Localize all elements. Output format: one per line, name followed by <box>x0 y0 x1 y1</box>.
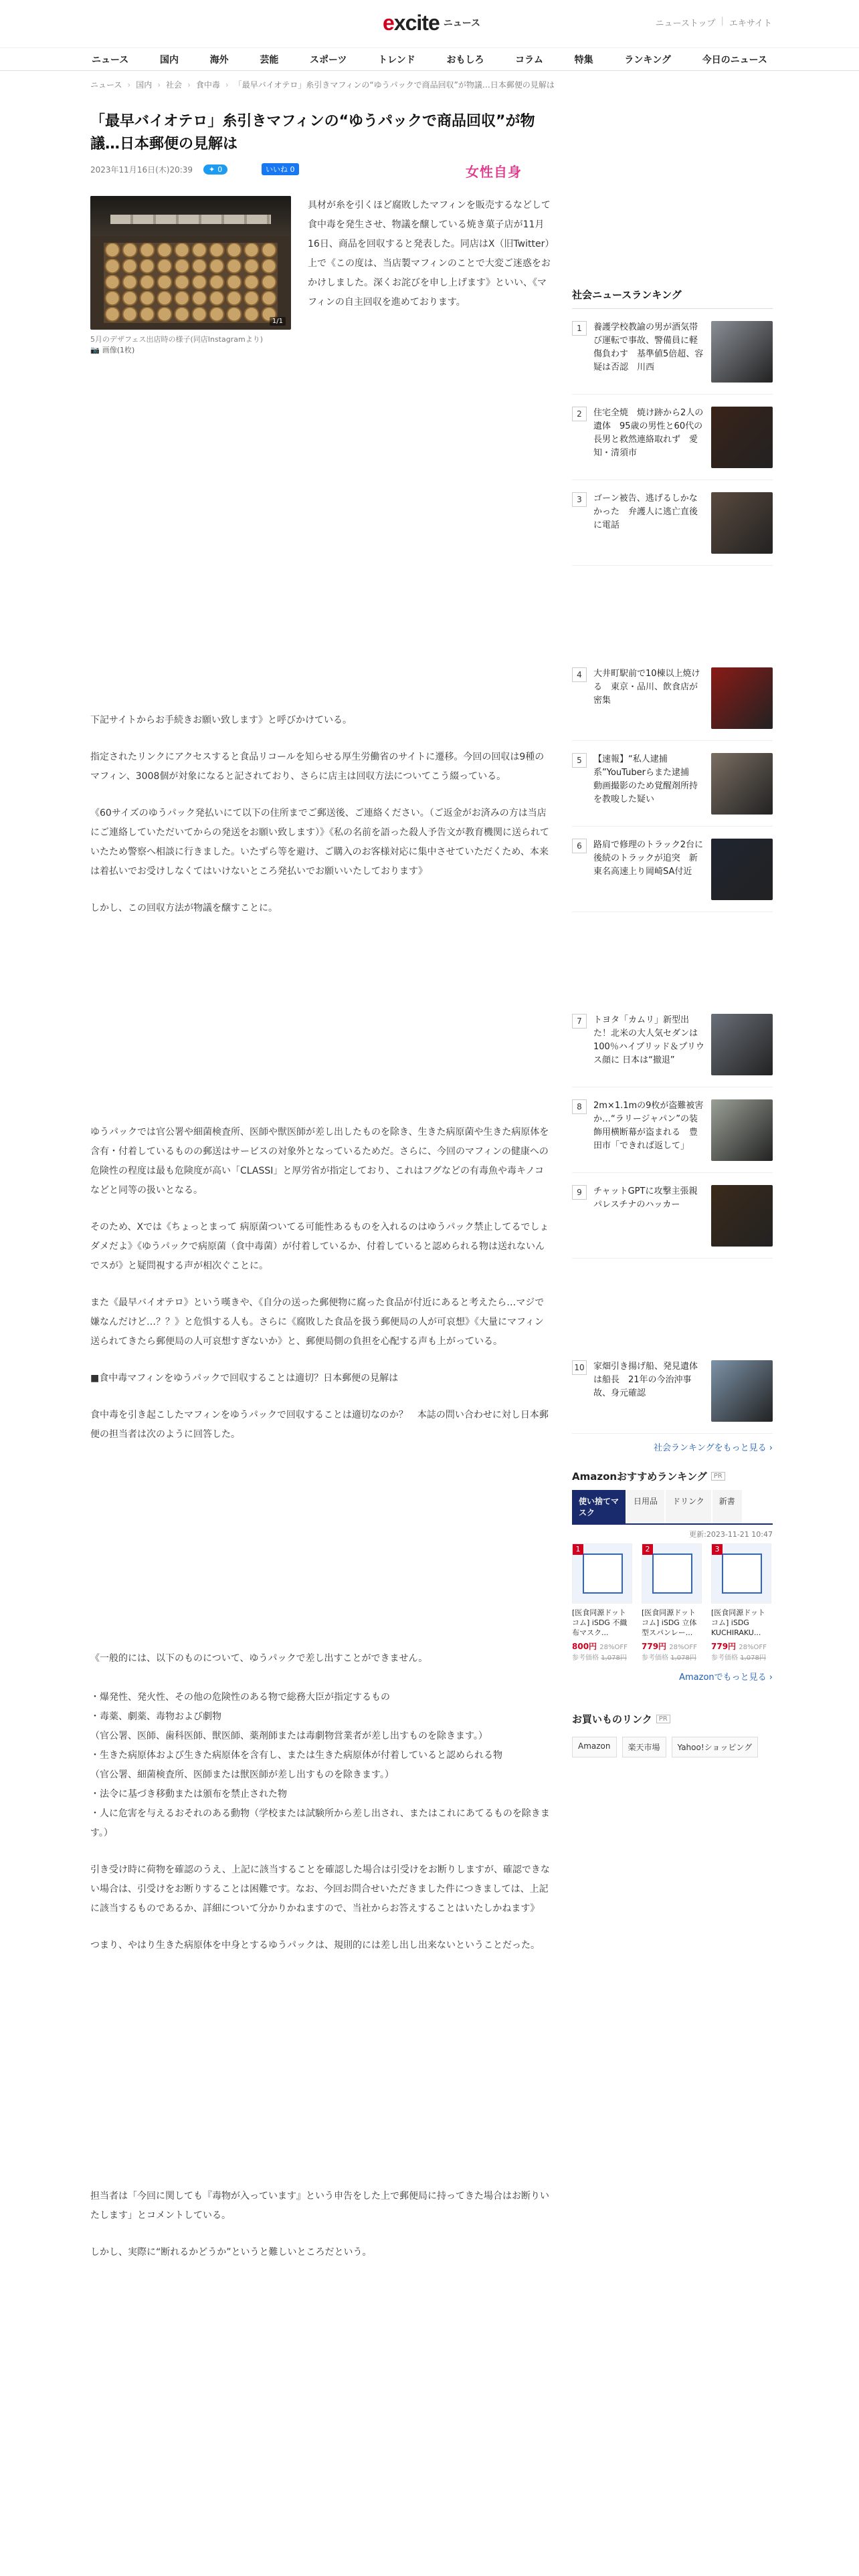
chevron-right-icon: › <box>225 80 229 90</box>
rank-title: 2m×1.1mの9枚が盗難被害か…“ラリージャパン”の装飾用横断幕が盗まれる 豊田市「できれば返して」 <box>593 1101 704 1151</box>
product-price: 800円 <box>572 1642 597 1651</box>
global-nav <box>0 48 859 71</box>
article-paragraph: 担当者は「今回に関しても『毒物が入っています』という申告をした上で郵便局に持ってきた場合はお断りいたします」とコメントしている。 <box>90 2191 549 2221</box>
rank-thumbnail <box>711 492 773 554</box>
ranking-item[interactable] <box>572 655 773 741</box>
product-ref-price: 1,078円 <box>670 1654 696 1662</box>
amazon-products <box>572 1543 773 1662</box>
nav-item-today[interactable]: 今日のニュース <box>702 54 767 66</box>
article-photo[interactable] <box>90 196 291 330</box>
lead-paragraph: 具材が糸を引くほど腐敗したマフィンを販売するなどして食中毒を発生させ、物議を醸している焼き菓子店が11月16日、商品を回収すると発表した。同店はX（旧Twitter）上で《この度は、当店製マフィンのことで大変ご迷惑をおかけしました。深くお詫びを申し上げます》といい、《マフィンの自主回収を進めております。 <box>308 200 551 308</box>
product-price-row <box>711 1640 771 1652</box>
article-paragraph: しかし、この回収方法が物議を醸すことに。 <box>90 903 278 914</box>
ranking-item[interactable] <box>572 480 773 566</box>
product-ref-label: 参考価格 <box>642 1654 668 1662</box>
sidebar <box>572 288 773 1757</box>
article-meta <box>90 163 552 180</box>
ranking-more-link[interactable] <box>572 1434 773 1465</box>
pr-badge: PR <box>711 1472 725 1481</box>
ranking-item[interactable] <box>572 1002 773 1087</box>
product-rank: 3 <box>712 1544 723 1555</box>
nav-item-world[interactable]: 海外 <box>209 54 229 66</box>
article-paragraph: 《60サイズのゆうパック発払いにて以下の住所までご郵送後、ご連絡ください。（ご返金がお済みの方は当店にご連絡していただいてからの発送をお願い致します）》《私の名前を語った殺人予告文が教育機関に送られていたため警察へ相談に行きました。いたずら等を避け、ご購入のお客様対応に集中させていただくため、本来は着払いでお受けしなくてはいけないところ発払いでお願いいたしております》 <box>90 808 549 877</box>
rank-title: ゴーン被告、逃げるしかなかった 弁護人に逃亡直後に電話 <box>593 494 698 530</box>
breadcrumb-item[interactable]: ニュース <box>90 80 122 90</box>
ad-space <box>572 912 773 1002</box>
amazon-product[interactable] <box>711 1543 771 1662</box>
product-ref-row <box>711 1652 771 1662</box>
ranking-list <box>572 309 773 1434</box>
mask-box-icon <box>722 1553 762 1594</box>
ranking-more-label: 社会ランキングをもっと見る <box>654 1443 767 1453</box>
rank-number: 7 <box>572 1014 587 1029</box>
camera-icon: 📷 <box>90 345 100 354</box>
article-paragraph: つまり、やはり生きた病原体を中身とするゆうパックは、規則的には差し出し出来ないということだった。 <box>90 1940 540 1951</box>
rank-thumbnail <box>711 321 773 383</box>
rank-thumbnail <box>711 407 773 468</box>
mask-box-icon <box>583 1553 623 1594</box>
product-ref-price: 1,078円 <box>601 1654 627 1662</box>
product-rank: 2 <box>642 1544 653 1555</box>
product-image <box>572 1543 632 1604</box>
bird-icon: ✦ <box>209 165 215 174</box>
product-ref-price: 1,078円 <box>740 1654 766 1662</box>
article-subheading: ■食中毒マフィンをゆうパックで回収することは適切？日本郵便の見解は <box>90 1373 399 1384</box>
rank-thumbnail <box>711 1099 773 1161</box>
shop-link-amazon[interactable]: Amazon <box>572 1737 617 1757</box>
rank-thumbnail <box>711 1360 773 1422</box>
product-discount: 28%OFF <box>599 1644 628 1651</box>
breadcrumb <box>90 79 559 90</box>
rank-thumbnail <box>711 1185 773 1247</box>
ranking-item[interactable] <box>572 741 773 827</box>
product-price-row <box>572 1640 632 1652</box>
article-paragraph: しかし、実際に“断れるかどうか”というと難しいところだという。 <box>90 2247 372 2258</box>
breadcrumb-current: 「最早バイオテロ」糸引きマフィンの“ゆうパックで商品回収”が物議…日本郵便の見解は <box>233 80 555 90</box>
pr-badge: PR <box>656 1715 670 1723</box>
amazon-updated: 更新:2023-11-21 10:47 <box>689 1530 773 1539</box>
rank-title: 家畑引き揚げ船、発見遺体は船長 21年の今治沖事故、身元確認 <box>593 1362 698 1398</box>
logo-sub: ニュース <box>443 18 481 29</box>
ranking-item[interactable] <box>572 1087 773 1173</box>
rank-title: 養護学校教諭の男が酒気帯び運転で事故、警備員に軽傷負わす 基準値5倍超、容疑は否認 川西 <box>593 322 704 372</box>
nav-item-funny[interactable]: おもしろ <box>446 54 484 66</box>
site-header <box>0 0 859 48</box>
product-ref-label: 参考価格 <box>572 1654 599 1662</box>
twitter-share-button[interactable] <box>203 165 227 175</box>
rank-number: 3 <box>572 492 587 507</box>
product-discount: 28%OFF <box>669 1644 697 1651</box>
shop-heading <box>572 1712 773 1726</box>
mask-box-icon <box>652 1553 692 1594</box>
rank-title: 【速報】“私人逮捕系”YouTuberらまた逮捕 動画撮影のため覚醒剤所持を教唆した疑い <box>593 754 698 804</box>
amazon-tabs <box>572 1490 773 1525</box>
nav-item-entertainment[interactable]: 芸能 <box>260 54 279 66</box>
rank-title: 住宅全焼 焼け跡から2人の遺体 95歳の男性と60代の長男と救然連絡取れず 愛知・清須市 <box>593 408 704 458</box>
product-price-row <box>642 1640 702 1652</box>
ad-space <box>572 1259 773 1348</box>
nav-item-feature[interactable]: 特集 <box>574 54 593 66</box>
rank-title: チャットGPTに攻撃主張親パレスチナのハッカー <box>593 1186 698 1210</box>
nav-item-ranking[interactable]: ランキング <box>624 54 671 66</box>
amazon-more-label: Amazonでもっと見る <box>679 1673 767 1683</box>
article-paragraph: 引き受け時に荷物を確認のうえ、上記に該当することを確認した場合は引受けをお断りしますが、確認できない場合は、引受けをお断りすることは困難です。なお、今回お問合せいただきました件につきましては、上記に該当するものであるか、詳細について分かりかねますので、当社からお答えすることはいたしかねます》 <box>90 1864 550 1914</box>
rank-thumbnail <box>711 667 773 729</box>
amazon-tab-books[interactable]: 新書 <box>712 1490 742 1523</box>
ad-space <box>90 1462 552 1649</box>
article-paragraph: また《最早バイオテロ》という嘆きや、《自分の送った郵便物に腐った食品が付近にあると考えたら…マジで嫌なんだけど…？？》と危惧する人も。さらに《腐敗した食品を扱う郵便局の人が可哀想》《大量にマフィン送られてきたら郵便局の人可哀想すぎないか》と、郵便局側の負担を心配する声も上がっている。 <box>90 1297 545 1347</box>
amazon-product[interactable] <box>572 1543 632 1662</box>
product-price: 779円 <box>711 1642 737 1651</box>
ad-space <box>90 936 552 1123</box>
top-link-excite[interactable]: エキサイト <box>729 19 772 29</box>
rank-number: 2 <box>572 407 587 421</box>
article-paragraph: ゆうパックでは官公署や細菌検査所、医師や獣医師が差し出したものを除き、生きた病原菌や生きた病原体を含有・付着しているものの郵送はサービスの対象外となっているためだ。さらに、今回のマフィンの健康への危険性の程度は最も危険度が高い「CLASSⅠ」と厚労省が指定しており、これはフグなどの有毒魚や毒キノコなどと同等の扱いとなる。 <box>90 1127 549 1196</box>
product-rank: 1 <box>573 1544 583 1555</box>
product-name: [医食同源ドットコム] iSDG 不織布マスク... <box>572 1608 628 1637</box>
ad-space <box>572 566 773 655</box>
nav-item-trend[interactable]: トレンド <box>378 54 415 66</box>
shop-link-yahoo[interactable]: Yahoo!ショッピング <box>672 1737 759 1757</box>
photo-count-label: 画像(1枚) <box>102 346 135 354</box>
nav-item-domestic[interactable]: 国内 <box>159 54 179 66</box>
product-name: [医食同源ドットコム] iSDG KUCHIRAKU... <box>711 1608 765 1637</box>
source-logo[interactable]: 女性自身 <box>466 164 522 180</box>
product-name: [医食同源ドットコム] iSDG 立体型スパンレー... <box>642 1608 697 1637</box>
chevron-right-icon: › <box>187 80 191 90</box>
amazon-tab-drink[interactable]: ドリンク <box>666 1490 711 1523</box>
site-logo[interactable] <box>383 9 480 36</box>
shop-link-rakuten[interactable]: 楽天市場 <box>622 1737 666 1757</box>
rank-number: 9 <box>572 1185 587 1200</box>
rank-number: 6 <box>572 839 587 853</box>
facebook-like-button[interactable]: いいね 0 <box>262 163 299 175</box>
article-lead <box>90 196 552 390</box>
rank-thumbnail <box>711 839 773 900</box>
rank-thumbnail <box>711 753 773 815</box>
amazon-more-link[interactable] <box>572 1670 773 1683</box>
amazon-heading-label: Amazonおすすめランキング <box>572 1471 707 1483</box>
article-paragraph: そのため、Xでは《ちょっとまって 病原菌ついてる可能性あるものを入れるのはゆうパック禁止してるでしょダメだよ》《ゆうパックで病原菌（食中毒菌）が付着しているか、付着していると認められる物は送れないんでスが》と疑問視する声が相次ぐことに。 <box>90 1222 549 1271</box>
shop-heading-label: お買いものリンク <box>572 1713 652 1725</box>
ranking-item[interactable] <box>572 1348 773 1434</box>
product-ref-row <box>642 1652 702 1662</box>
amazon-product[interactable] <box>642 1543 702 1662</box>
breadcrumb-item[interactable]: 社会 <box>166 80 183 90</box>
article-quote: 《一般的には、以下のものについて、ゆうパックで差し出すことができません。 ・爆発性、発火性、その他の危険性のある物で総務大臣が指定するもの ・毒薬、劇薬、毒物および劇物 （官公署、医師、歯科医師、獣医師、薬剤師または毒劇物営業者が差し出すものを除きます。） ・生きた病原体および生きた病原体を含有し、または生きた病原体が付着していると認められる物 （官公署、細菌検査所、医師または獣医師が差し出すものを除きます。） ・法令に基づき移動または頒布を禁止された物 ・人に危害を与えるおそれのある動物（学校または試験所から差し出され、またはこれにあてるものを除きます。） <box>90 1653 550 1838</box>
top-links <box>656 16 772 29</box>
photo-counter: 1/1 <box>270 317 286 326</box>
top-link-separator: | <box>721 16 724 26</box>
breadcrumb-item[interactable]: 食中毒 <box>195 80 220 90</box>
amazon-heading <box>572 1469 773 1483</box>
article-paragraph: 下記サイトからお手続きお願い致します》と呼びかけている。 <box>90 715 353 726</box>
photo-count-link[interactable] <box>90 344 134 355</box>
top-link-news-top[interactable]: ニューストップ <box>655 19 716 29</box>
rank-title: 路肩で修理のトラック2台に後続のトラックが追突 新東名高速上り岡崎SA付近 <box>593 840 704 877</box>
nav-item-news[interactable]: ニュース <box>92 54 129 66</box>
breadcrumb-item[interactable]: 国内 <box>136 80 153 90</box>
rank-thumbnail <box>711 1014 773 1075</box>
article <box>90 110 552 2280</box>
rank-number: 8 <box>572 1099 587 1114</box>
chevron-right-icon: › <box>769 1443 773 1453</box>
product-discount: 28%OFF <box>739 1644 767 1651</box>
logo-text: excite <box>383 10 440 35</box>
article-date: 2023年11月16日(木)20:39 <box>90 165 193 175</box>
chevron-right-icon: › <box>769 1673 773 1683</box>
ranking-heading: 社会ニュースランキング <box>572 288 773 309</box>
rank-number: 4 <box>572 667 587 682</box>
ranking-item[interactable] <box>572 827 773 912</box>
shop-links <box>572 1737 773 1757</box>
nav-item-column[interactable]: コラム <box>515 54 543 66</box>
article-paragraph: 食中毒を引き起こしたマフィンをゆうパックで回収することは適切なのか？ 本誌の問い合わせに対し日本郵便の担当者は次のように回答した。 <box>90 1410 549 1440</box>
rank-title: トヨタ「カムリ」新型出た！北米の大人気セダンは100％ハイブリッド＆プリウス顔に 日本は“撤退” <box>593 1015 704 1065</box>
ranking-item[interactable] <box>572 395 773 480</box>
twitter-share-count: 0 <box>217 165 223 174</box>
ranking-item[interactable] <box>572 309 773 395</box>
product-ref-label: 参考価格 <box>711 1654 738 1662</box>
nav-item-sports[interactable]: スポーツ <box>310 54 347 66</box>
ad-space <box>90 1973 552 2187</box>
product-image <box>711 1543 771 1604</box>
product-price: 779円 <box>642 1642 667 1651</box>
ranking-item[interactable] <box>572 1173 773 1259</box>
photo-muffins <box>104 243 278 323</box>
photo-caption: 5月のデザフェス出店時の様子(同店Instagramより) <box>90 335 263 344</box>
rank-number: 1 <box>572 321 587 336</box>
rank-number: 5 <box>572 753 587 768</box>
rank-title: 大井町駅前で10棟以上焼ける 東京・品川、飲食店が密集 <box>593 669 700 706</box>
product-ref-row <box>572 1652 632 1662</box>
product-image <box>642 1543 702 1604</box>
amazon-tab-daily[interactable]: 日用品 <box>627 1490 664 1523</box>
chevron-right-icon: › <box>127 80 131 90</box>
ad-space <box>90 390 552 711</box>
chevron-right-icon: › <box>157 80 161 90</box>
photo-labels <box>110 215 271 224</box>
article-paragraph: 指定されたリンクにアクセスすると食品リコールを知らせる厚生労働省のサイトに遷移。今回の回収は9種のマフィン、3008個が対象になると記されており、さらに店主は回収方法についてこう綴っている。 <box>90 752 545 782</box>
rank-number: 10 <box>572 1360 587 1375</box>
article-title: 「最早バイオテロ」糸引きマフィンの“ゆうパックで商品回収”が物議…日本郵便の見解は <box>90 113 535 152</box>
amazon-tab-mask[interactable]: 使い捨てマスク <box>572 1490 626 1523</box>
